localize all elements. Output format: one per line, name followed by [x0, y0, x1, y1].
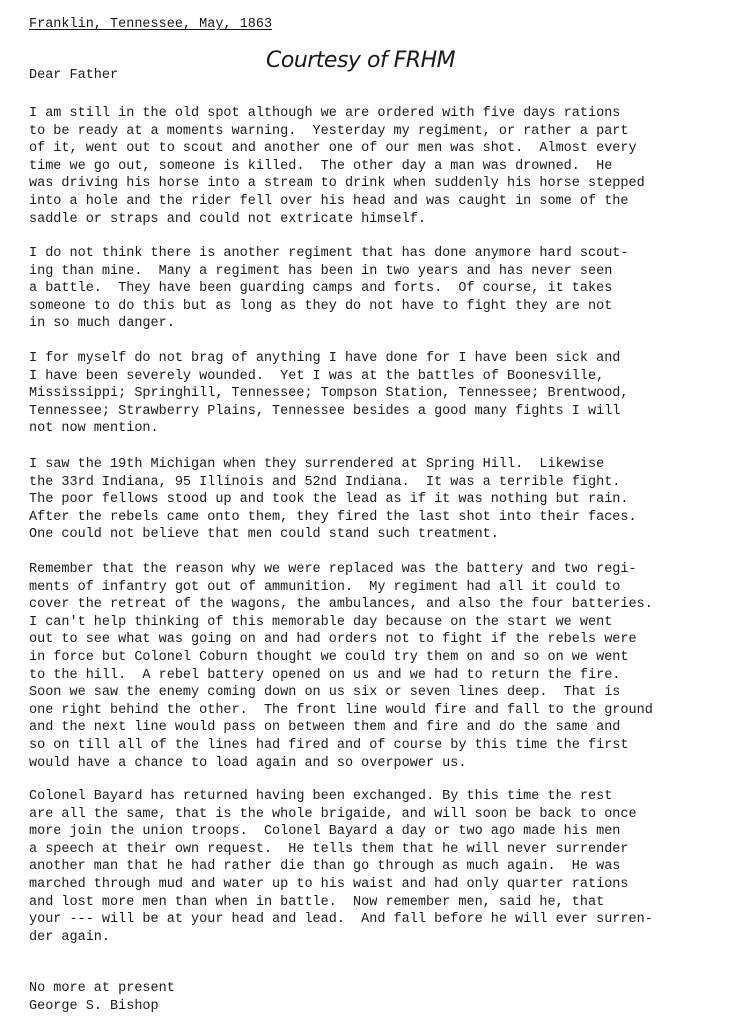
text-line: I saw the 19th Michigan when they surrendered at Spring Hill. Likewise: [29, 457, 605, 472]
text-line: of it, went out to scout and another one of our men was shot. Almost every: [29, 141, 637, 157]
text-line: a battle. They have been guarding camps and forts. Of course, it takes: [29, 281, 613, 297]
salutation: Dear Father: [29, 68, 119, 83]
paragraph-3: [29, 350, 629, 438]
text-line: one right behind the other. The front line would fire and fall to the ground: [29, 702, 653, 718]
text-line: time we go out, someone is killed. The other day a man was drowned. He: [29, 158, 613, 174]
paragraph-2: [29, 245, 629, 333]
signature-name: George S. Bishop: [29, 998, 159, 1014]
text-line: der again.: [29, 929, 111, 945]
text-line: Mississippi; Springhill, Tennessee; Tompson Station, Tennessee; Brentwood,: [29, 386, 629, 402]
text-line: I am still in the old spot although we are ordered with five days rations: [29, 106, 621, 121]
text-line: so on till all of the lines had fired and of course by this time the first: [29, 737, 629, 753]
text-line: I can't help thinking of this memorable day because on the start we went: [29, 614, 613, 630]
text-line: I for myself do not brag of anything I have done for I have been sick and: [29, 351, 621, 366]
text-line: Tennessee; Strawberry Plains, Tennessee besides a good many fights I will: [29, 403, 621, 419]
text-line: not now mention.: [29, 421, 159, 437]
courtesy-stamp: Courtesy of FRHM: [266, 48, 456, 73]
text-line: a speech at their own request. He tells them that he will never surrender: [29, 841, 629, 857]
text-line: to the hill. A rebel battery opened on us and we had to return the fire.: [29, 667, 621, 683]
paragraph-5: [29, 561, 653, 772]
text-line: marched through mud and water up to his waist and had only quarter rations: [29, 876, 629, 892]
text-line: in so much danger.: [29, 316, 175, 332]
text-line: are all the same, that is the whole brigaide, and will soon be back to once: [29, 806, 637, 822]
text-line: I have been severely wounded. Yet I was at the battles of Boonesville,: [29, 368, 605, 384]
text-line: to be ready at a moments warning. Yesterday my regiment, or rather a part: [29, 123, 629, 139]
text-line: After the rebels came onto them, they fired the last shot into their faces.: [29, 509, 637, 525]
text-line: ing than mine. Many a regiment has been in two years and has never seen: [29, 263, 613, 279]
paragraph-6: [29, 788, 653, 946]
text-line: The poor fellows stood up and took the lead as if it was nothing but rain.: [29, 492, 629, 508]
paragraph-1: [29, 105, 645, 228]
text-line: Colonel Bayard has returned having been exchanged. By this time the rest: [29, 789, 613, 804]
text-line: saddle or straps and could not extricate himself.: [29, 211, 426, 227]
paragraph-4: [29, 456, 637, 544]
closing-remark: No more at present: [29, 981, 175, 996]
text-line: was driving his horse into a stream to drink when suddenly his horse stepped: [29, 176, 645, 192]
text-line: into a hole and the rider fell over his head and was caught in some of the: [29, 193, 629, 209]
text-line: someone to do this but as long as they do not have to fight they are not: [29, 298, 613, 314]
text-line: Remember that the reason why we were replaced was the battery and two regi-: [29, 562, 637, 577]
dateline: Franklin, Tennessee, May, 1863: [29, 17, 273, 32]
text-line: your --- will be at your head and lead. And fall before he will ever surren-: [29, 912, 653, 928]
text-line: and lost more men than when in battle. Now remember men, said he, that: [29, 894, 605, 910]
text-line: One could not believe that men could stand such treatment.: [29, 527, 499, 543]
text-line: the 33rd Indiana, 95 Illinois and 52nd Indiana. It was a terrible fight.: [29, 474, 621, 490]
text-line: cover the retreat of the wagons, the ambulances, and also the four batteries.: [29, 597, 653, 613]
text-line: out to see what was going on and had orders not to fight if the rebels were: [29, 632, 637, 648]
text-line: I do not think there is another regiment that has done anymore hard scout-: [29, 246, 629, 261]
text-line: ments of infantry got out of ammunition. My regiment had all it could to: [29, 579, 621, 595]
closing: [29, 980, 175, 1015]
text-line: would have a chance to load again and so overpower us.: [29, 755, 467, 771]
text-line: in force but Colonel Coburn thought we could try them on and so on we went: [29, 649, 629, 665]
text-line: another man that he had rather die than go through as much again. He was: [29, 859, 621, 875]
text-line: more join the union troops. Colonel Bayard a day or two ago made his men: [29, 824, 621, 840]
text-line: Soon we saw the enemy coming down on us six or seven lines deep. That is: [29, 685, 621, 701]
text-line: and the next line would pass on between them and fire and do the same and: [29, 720, 621, 736]
